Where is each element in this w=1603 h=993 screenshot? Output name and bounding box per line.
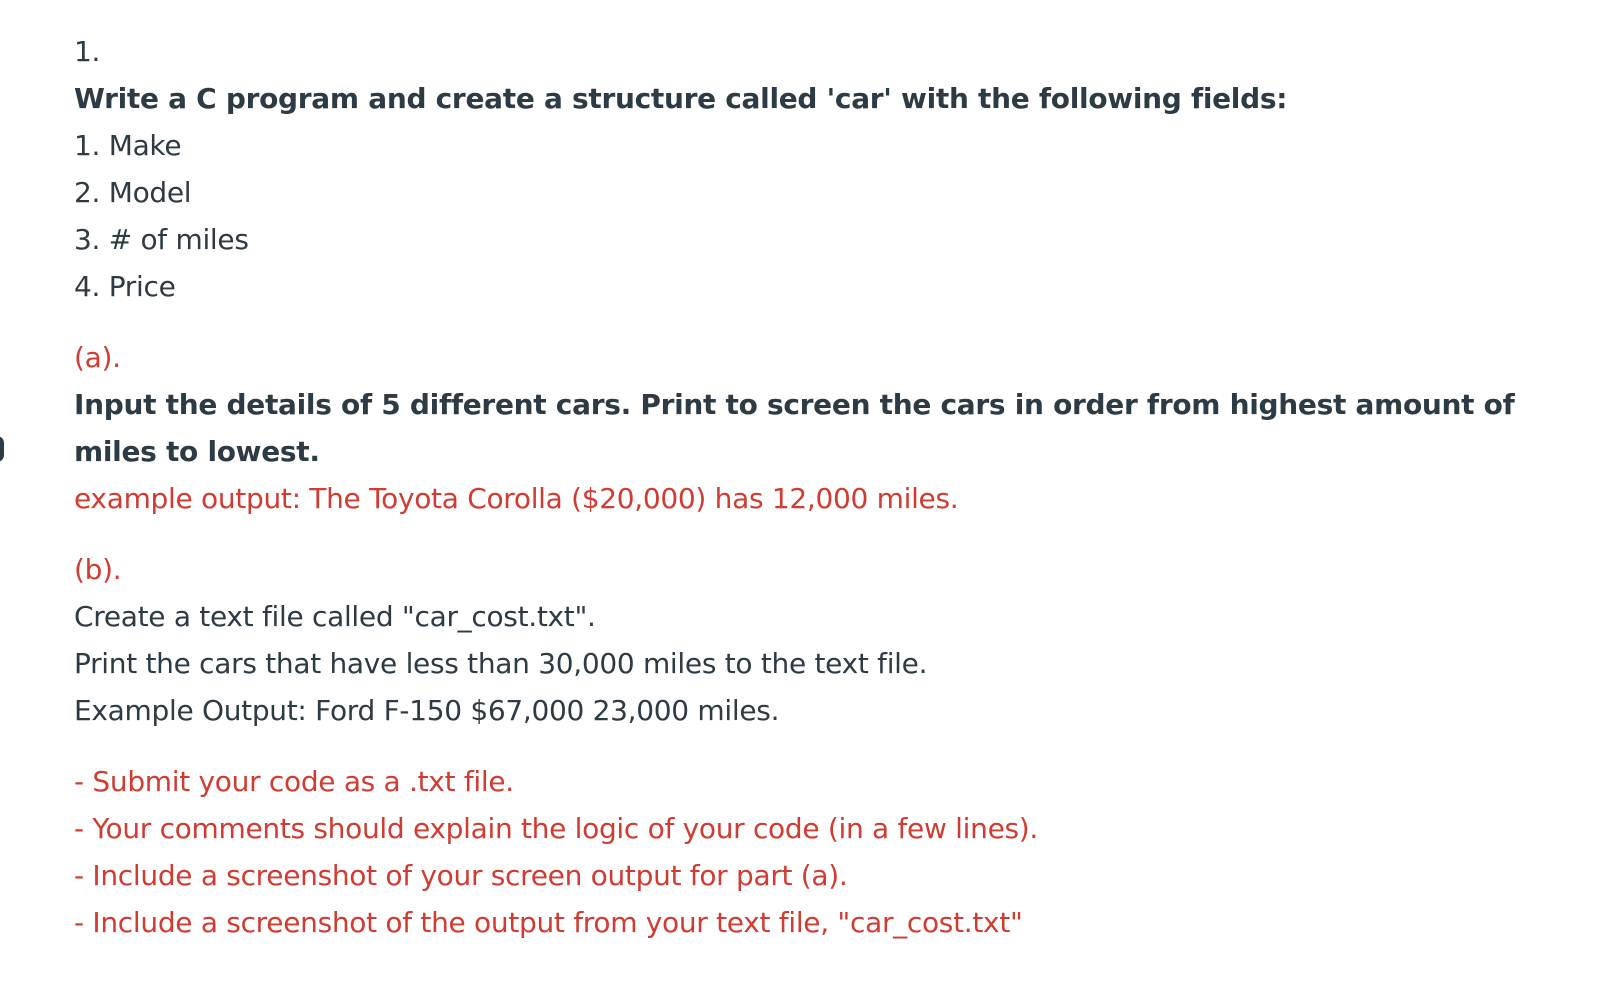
question-prompt: Write a C program and create a structure called 'car' with the following fields: xyxy=(74,82,1288,115)
field-item-miles: 3. # of miles xyxy=(74,223,249,256)
part-b-label: (b). xyxy=(74,553,122,586)
part-a-instruction-line-1: Input the details of 5 different cars. Print to screen the cars in order from highest amount of xyxy=(74,388,1515,421)
submission-note-4: - Include a screenshot of the output from your text file, "car_cost.txt" xyxy=(74,906,1023,939)
part-b-example-output: Example Output: Ford F-150 $67,000 23,000 miles. xyxy=(74,694,780,727)
submission-note-2: - Your comments should explain the logic of your code (in a few lines). xyxy=(74,812,1039,845)
submission-note-3: - Include a screenshot of your screen output for part (a). xyxy=(74,859,848,892)
question-number: 1. xyxy=(74,35,101,68)
part-a-instruction-line-2: miles to lowest. xyxy=(74,435,320,468)
field-item-model: 2. Model xyxy=(74,176,192,209)
field-item-price: 4. Price xyxy=(74,270,176,303)
part-b-line-1: Create a text file called "car_cost.txt". xyxy=(74,600,596,633)
part-b-line-2: Print the cars that have less than 30,000 miles to the text file. xyxy=(74,647,928,680)
assignment-content xyxy=(74,28,1514,946)
field-item-make: 1. Make xyxy=(74,129,182,162)
submission-note-1: - Submit your code as a .txt file. xyxy=(74,765,514,798)
field-list xyxy=(74,122,1514,310)
part-a-example-output: example output: The Toyota Corolla ($20,000) has 12,000 miles. xyxy=(74,482,959,515)
submission-notes xyxy=(74,758,1514,946)
part-a-label: (a). xyxy=(74,341,121,374)
left-edge-marker xyxy=(0,436,4,462)
